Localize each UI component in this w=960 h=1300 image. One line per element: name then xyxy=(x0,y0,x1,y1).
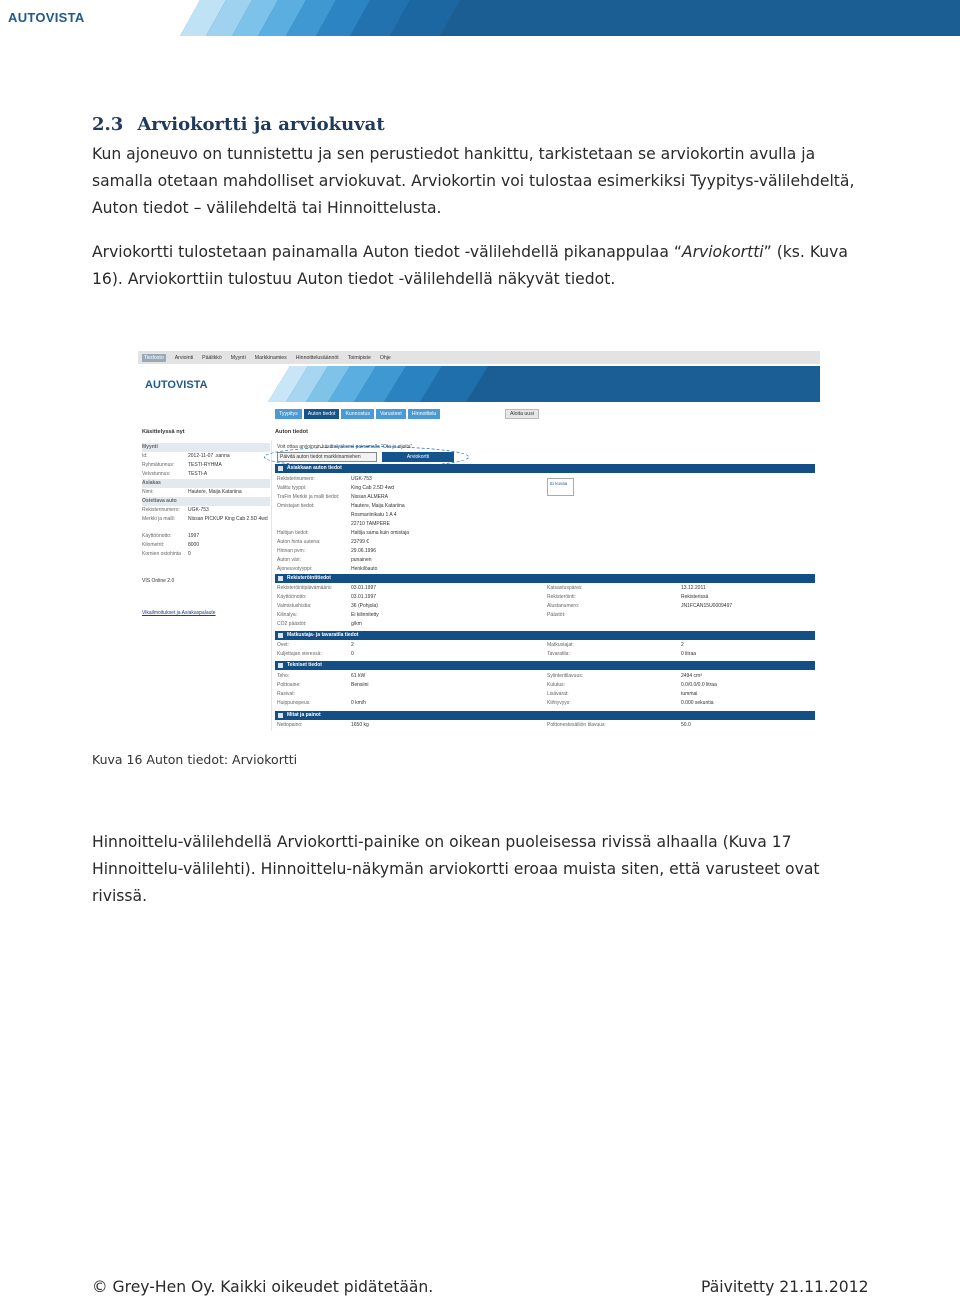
data-row xyxy=(277,681,369,690)
data-row xyxy=(547,721,691,730)
row-value: TESTI-RYHMA xyxy=(188,462,222,468)
section-bar-mitat: Mitat ja painot xyxy=(275,711,815,720)
row-key: Rekisterinumero: xyxy=(142,507,180,513)
italic-term: Arviokortti xyxy=(681,243,764,261)
row-value: 0 xyxy=(351,651,354,657)
section-bar-matkustaja: Matkustaja- ja tavaratila tiedot xyxy=(275,631,815,640)
paragraph-line: Kun ajoneuvo on tunnistettu ja sen perustiedot hankittu, tarkistetaan se arviokortin avulla ja xyxy=(92,145,816,163)
row-value: Nissan ALMERA xyxy=(351,494,388,500)
data-row xyxy=(277,699,369,708)
tab-kunnostus[interactable]: Kunnostus xyxy=(341,409,374,419)
data-row xyxy=(277,538,409,547)
row-value: JN1FCAN15U0009497 xyxy=(681,603,733,609)
paragraph-line: 16). Arviokorttiin tulostuu Auton tiedot -välilehdellä näkyvät tiedot. xyxy=(92,270,616,288)
data-row xyxy=(277,672,369,681)
row-value: 0.0/0.0/0.0 litraa xyxy=(681,682,717,688)
tab-auton-tiedot[interactable]: Auton tiedot xyxy=(304,409,340,419)
paragraph-hinnoittelu xyxy=(92,829,882,910)
main-panel-note: Voit ottaa arvioinnin käsittelyäksesi painamalla "Ota ja sijoita" xyxy=(277,444,413,450)
sidebar-table xyxy=(142,443,270,567)
row-value: Haltija sama kuin omistaja xyxy=(351,530,410,536)
row-value: 0 xyxy=(188,551,191,557)
row-key: Ajoneuvotyyppi: xyxy=(277,566,313,572)
row-value: Hautere, Maija Katariina xyxy=(188,489,242,495)
row-value: 50.0 xyxy=(681,722,691,728)
data-row xyxy=(277,690,369,699)
sidebar-row xyxy=(142,506,270,515)
row-value: g/km xyxy=(351,621,362,627)
row-key: Rekisterinumero: xyxy=(277,476,315,482)
row-key: Nettopaino: xyxy=(277,722,303,728)
section-bar-rekisterointi: Rekisteröintitiedot xyxy=(275,574,815,583)
row-key: Sylinteritilavuus: xyxy=(547,673,584,679)
row-key: Rasivat: xyxy=(277,691,296,697)
row-key: Alustanumero: xyxy=(547,603,580,609)
data-row xyxy=(277,493,409,502)
sidebar-row xyxy=(142,532,270,541)
vis-online-label: VIS Online 2.0 xyxy=(142,578,175,584)
data-row xyxy=(277,475,409,484)
screenshot-logo: AUTOVISTA xyxy=(145,379,208,391)
data-row xyxy=(277,650,354,659)
data-row xyxy=(277,520,409,529)
row-key: Käyttöönotto: xyxy=(142,533,172,539)
row-key: Kilometrit: xyxy=(142,542,165,548)
row-value: 2494 cm³ xyxy=(681,673,702,679)
row-key: Id: xyxy=(142,453,148,459)
text-span: Arviokortti tulostetaan painamalla Auton tiedot -välilehdellä pikanappulaa “ xyxy=(92,243,682,261)
sidebar-row xyxy=(142,488,270,497)
row-key: Lisävarat: xyxy=(547,691,569,697)
row-value: Rekisterissä xyxy=(681,594,709,600)
no-image-box: Ei kuvaa xyxy=(547,478,574,496)
row-value: 2 xyxy=(681,642,684,648)
menu-item[interactable]: Myynti xyxy=(230,354,246,361)
row-key: Rekisteröintipäivämäärä: xyxy=(277,585,333,591)
tekniset-left-rows xyxy=(277,672,369,708)
sidebar-row xyxy=(142,515,270,532)
row-value: Henkilöauto xyxy=(351,566,378,572)
row-key: TraFin Merkki ja malli tiedot: xyxy=(277,494,340,500)
row-value: 0.000 sekuntia xyxy=(681,700,714,706)
row-key: Myynti xyxy=(142,444,158,450)
start-new-button[interactable]: Aloita uusi xyxy=(505,409,539,419)
row-key: Tavaratila: xyxy=(547,651,570,657)
page-header-banner xyxy=(0,0,960,36)
row-key: Teho: xyxy=(277,673,290,679)
row-key: Huippunopeus: xyxy=(277,700,311,706)
row-key: Valmistushistia: xyxy=(277,603,312,609)
row-value: UGK-753 xyxy=(188,507,209,513)
row-key: Kornien ostohinta xyxy=(142,551,181,557)
menu-item[interactable]: Tiedosto xyxy=(144,354,164,361)
row-value: 8000 xyxy=(188,542,200,548)
screenshot-tabs xyxy=(275,409,442,419)
row-value: 36 (Pohjola) xyxy=(351,603,378,609)
rekisterointi-left-rows xyxy=(277,584,379,629)
arviokortti-button[interactable]: Arviokortti xyxy=(382,452,454,462)
row-value: 29.06.1996 xyxy=(351,548,377,554)
data-row xyxy=(277,529,409,538)
data-row xyxy=(547,611,732,620)
data-row xyxy=(547,593,732,602)
banner-stripes xyxy=(0,0,960,36)
paragraph-line: samalla otetaan mahdolliset arviokuvat. Arviokortin voi tulostaa esimerkiksi Tyypitys-välilehdeltä, xyxy=(92,172,855,190)
data-row xyxy=(277,611,379,620)
row-value: Bensiini xyxy=(351,682,369,688)
row-value: 0 km/h xyxy=(351,700,367,706)
row-value: TESTI-A xyxy=(188,471,208,477)
sidebar-title: Käsittelyssä nyt xyxy=(142,429,185,435)
menu-item[interactable]: Markkinamies xyxy=(254,354,287,361)
data-row xyxy=(547,650,696,659)
embedded-screenshot xyxy=(138,351,820,733)
row-key: Katsastuspäivä: xyxy=(547,585,583,591)
mitat-right-rows xyxy=(547,721,691,730)
menu-item[interactable]: Toimipiste xyxy=(347,354,371,361)
row-key: CO2 päästöt: xyxy=(277,621,307,627)
figure-caption: Kuva 16 Auton tiedot: Arviokortti xyxy=(92,752,298,767)
data-row xyxy=(277,484,409,493)
menu-item[interactable]: Arviointi xyxy=(174,354,194,361)
paragraph-line xyxy=(92,239,882,266)
data-row xyxy=(547,672,717,681)
matkustaja-left-rows xyxy=(277,641,354,659)
sidebar-row xyxy=(142,541,270,550)
row-key: Polttoaine: xyxy=(277,682,301,688)
update-car-info-button[interactable]: Päivitä auton tiedot markkinamiehen xyxy=(277,452,377,462)
data-row xyxy=(277,721,369,730)
menu-item[interactable]: Ohje xyxy=(379,354,391,361)
row-key: Kuljettajan vieressä: xyxy=(277,651,322,657)
row-key xyxy=(277,520,351,529)
section-bar-tekniset: Tekniset tiedot xyxy=(275,661,815,670)
text-span: ” (ks. Kuva xyxy=(763,243,848,261)
row-value: 23799 € xyxy=(351,539,370,545)
sidebar-row xyxy=(142,479,270,488)
section-title: Arviokortti ja arviokuvat xyxy=(137,114,385,135)
data-row xyxy=(547,641,696,650)
paragraph-line: Hinnoittelu-välilehdellä Arviokortti-painike on oikean puoleisessa rivissä alhaalla (Kuva 17 xyxy=(92,833,792,851)
row-key: Haltijan tiedot: xyxy=(277,530,309,536)
row-value: 03.01.1997 xyxy=(351,585,377,591)
row-value: 61 kW xyxy=(351,673,366,679)
row-value: 03.01.1997 xyxy=(351,594,377,600)
sidebar-row xyxy=(142,497,270,506)
row-key: Ryhmätunnus: xyxy=(142,462,175,468)
row-value: 0 litraa xyxy=(681,651,697,657)
row-key: Auton hinta uutena: xyxy=(277,539,321,545)
matkustaja-right-rows xyxy=(547,641,696,659)
mitat-left-rows xyxy=(277,721,369,730)
row-value: punainen xyxy=(351,557,372,563)
data-row xyxy=(277,556,409,565)
row-key: Päästöt: xyxy=(547,612,566,618)
row-value: 13.12.2011 xyxy=(681,585,706,591)
row-key: Ovet: xyxy=(277,642,289,648)
row-value: tummai xyxy=(681,691,698,697)
data-row xyxy=(547,681,717,690)
paragraph-line: Auton tiedot – välilehdeltä tai Hinnoittelusta. xyxy=(92,199,442,217)
data-row xyxy=(277,602,379,611)
footer-copyright: © Grey-Hen Oy. Kaikki oikeudet pidätetään. xyxy=(92,1278,434,1296)
data-row xyxy=(277,593,379,602)
tab-varusteet[interactable]: Varusteet xyxy=(376,409,406,419)
data-row xyxy=(277,641,354,650)
section-bar-asiakas: Asiakkaan auton tiedot xyxy=(275,464,815,473)
row-value: 1650 kg xyxy=(351,722,369,728)
footer-updated: Päivitetty 21.11.2012 xyxy=(701,1278,869,1296)
data-row xyxy=(277,511,409,520)
sidebar-row xyxy=(142,443,270,452)
row-key: Hinnan pvm: xyxy=(277,548,306,554)
asiakas-rows xyxy=(277,475,409,574)
data-row xyxy=(547,699,717,708)
data-row xyxy=(547,690,717,699)
row-key: Matkustajat: xyxy=(547,642,574,648)
row-key: Auton väri: xyxy=(277,557,301,563)
row-value: UGK-753 xyxy=(351,476,372,482)
row-value: Hautere, Maija Katariina xyxy=(351,503,405,509)
paragraph-line: rivissä. xyxy=(92,887,148,905)
row-key: Kilinalya: xyxy=(277,612,298,618)
row-value: Rosmariinikatu 1 A 4 xyxy=(351,512,397,518)
sidebar-row xyxy=(142,470,270,479)
screenshot-menubar xyxy=(138,351,820,364)
row-value: Nissan PICKUP King Cab 2.5D 4wd xyxy=(188,516,268,522)
row-key: Polttonestesäiliön tilavuus: xyxy=(547,722,606,728)
menu-item[interactable]: Päälikkö xyxy=(202,354,222,361)
row-key: Ostettava auto xyxy=(142,498,177,504)
row-value: 2012-11-07 .sanna xyxy=(188,453,230,459)
row-key: Nimi: xyxy=(142,489,154,495)
autovista-logo: AUTOVISTA xyxy=(8,10,85,25)
row-value: 1997 xyxy=(188,533,200,539)
section-number: 2.3 xyxy=(92,114,124,135)
data-row xyxy=(547,602,732,611)
screenshot-banner xyxy=(138,366,820,402)
row-key: Valittu tyyppi: xyxy=(277,485,307,491)
row-value: Ei kilinnitetty xyxy=(351,612,379,618)
row-value: King Cab 2.5D 4wd xyxy=(351,485,395,491)
data-row xyxy=(547,584,732,593)
tab-hinnoittelu[interactable]: Hinnoittelu xyxy=(408,409,441,419)
paragraph-print-instructions xyxy=(92,239,882,293)
row-key: Velvstunnus: xyxy=(142,471,171,477)
row-key: Merkki ja malli: xyxy=(142,516,176,522)
row-value: 2 xyxy=(351,642,354,648)
data-row xyxy=(277,584,379,593)
column-divider xyxy=(271,441,272,731)
row-value: 22710 TAMPERE xyxy=(351,521,391,527)
row-key: Omistajan tiedot: xyxy=(277,503,315,509)
data-row xyxy=(277,547,409,556)
menu-item[interactable]: Hinnoittelusäännöt xyxy=(295,354,339,361)
sidebar-row xyxy=(142,461,270,470)
paragraph-intro xyxy=(92,141,882,222)
data-row xyxy=(277,502,409,511)
sidebar-row xyxy=(142,452,270,461)
data-row xyxy=(277,565,409,574)
sidebar-row xyxy=(142,550,270,567)
feedback-link[interactable]: Vikailmoitukset ja Asiakaspalaute xyxy=(142,610,216,616)
row-key: Kiihtyvyys: xyxy=(547,700,571,706)
rekisterointi-right-rows xyxy=(547,584,732,620)
main-panel-title: Auton tiedot xyxy=(275,429,308,435)
tekniset-right-rows xyxy=(547,672,717,708)
paragraph-line: Hinnoittelu-välilehti). Hinnoittelu-näkymän arviokortti eroaa muista siten, että varusteet ovat xyxy=(92,860,820,878)
row-key xyxy=(277,511,351,520)
row-key: Käyttöönotto: xyxy=(277,594,307,600)
data-row xyxy=(277,620,379,629)
section-heading xyxy=(92,114,882,135)
row-key: Asiakas xyxy=(142,480,161,486)
row-key: Rekisteröinti: xyxy=(547,594,576,600)
tab-tyypitys[interactable]: Tyypitys xyxy=(275,409,302,419)
row-key: Kulutus: xyxy=(547,682,566,688)
